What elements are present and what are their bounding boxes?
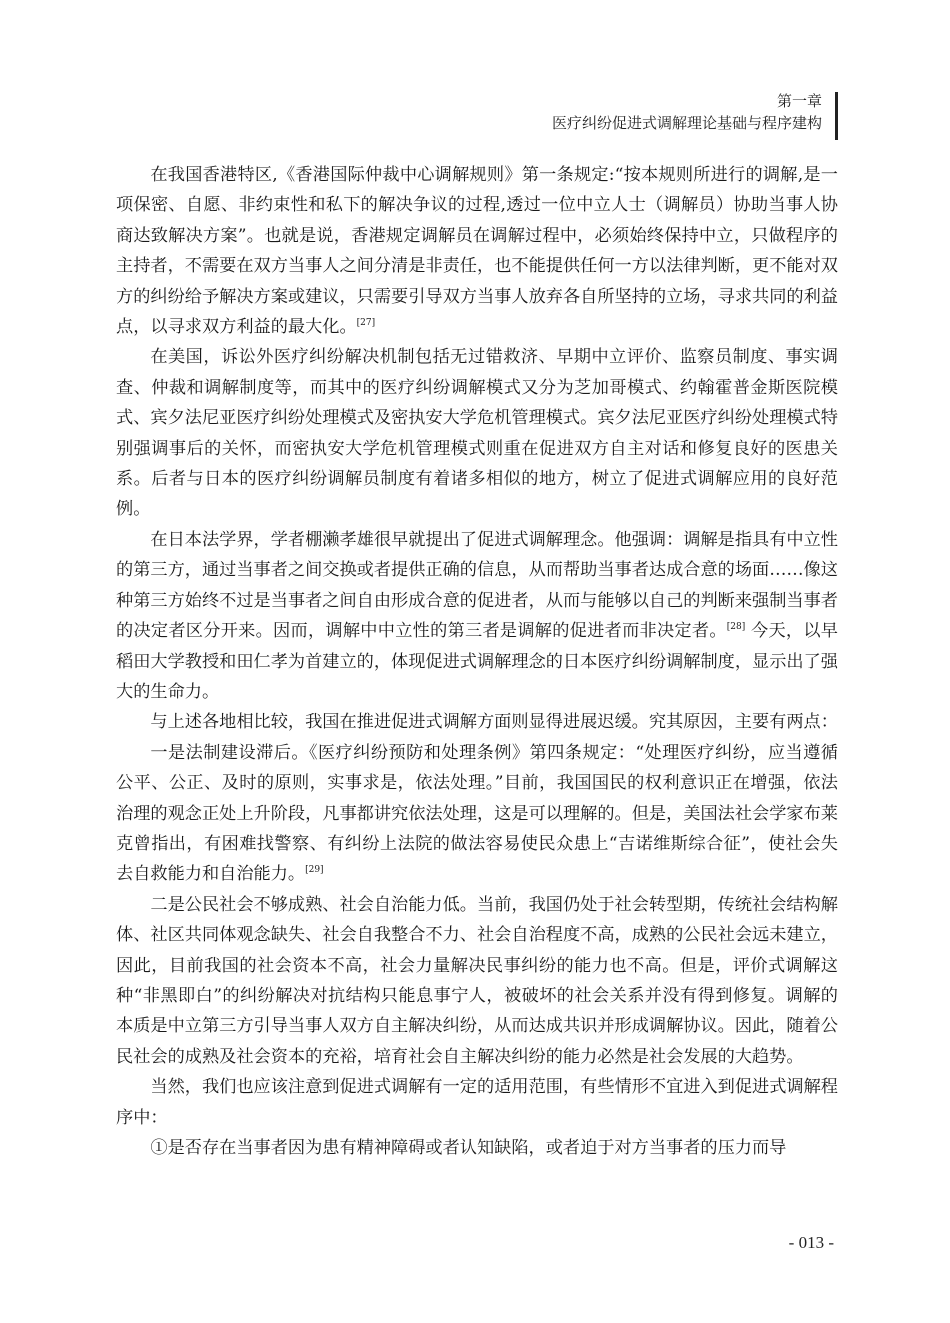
body-text	[116, 160, 838, 1163]
paragraph-text-tail: 今天，以早稻田大学教授和田仁孝为首建立的，体现促进式调解理念的日本医疗纠纷调解制度，显示出了强大的生命力。	[116, 621, 838, 702]
footnote-ref: [28]	[726, 622, 746, 633]
paragraph-text: 二是公民社会不够成熟、社会自治能力低。当前，我国仍处于社会转型期，传统社会结构解体、社区共同体观念缺失、社会自我整合不力、社会自治程度不高，成熟的公民社会远未建立，因此，目前我国的社会资本不高，社会力量解决民事纠纷的能力也不高。但是，评价式调解这种“非黑即白”的纠纷解决对抗结构只能息事宁人，被破坏的社会关系并没有得到修复。调解的本质是中立第三方引导当事人双方自主解决纠纷，从而达成共识并形成调解协议。因此，随着公民社会的成熟及社会资本的充裕，培育社会自主解决纠纷的能力必然是社会发展的大趋势。	[116, 894, 838, 1067]
paragraph-text: 在我国香港特区,《香港国际仲裁中心调解规则》第一条规定:“按本规则所进行的调解,是一项保密、自愿、非约束性和私下的解决争议的过程,透过一位中立人士（调解员）协助当事人协商达致解决方案”。也就是说，香港规定调解员在调解过程中，必须始终保持中立，只做程序的主持者，不需要在双方当事人之间分清是非责任，也不能提供任何一方以法律判断，更不能对双方的纠纷给予解决方案或建议，只需要引导双方当事人放弃各自所坚持的立场，寻求共同的利益点，以寻求双方利益的最大化。	[116, 165, 838, 338]
paragraph-scope	[116, 1072, 838, 1133]
paragraph-hongkong	[116, 160, 838, 342]
paragraph-text: 当然，我们也应该注意到促进式调解有一定的适用范围，有些情形不宜进入到促进式调解程序中：	[116, 1077, 838, 1128]
paragraph-text: 在美国，诉讼外医疗纠纷解决机制包括无过错救济、早期中立评价、监察员制度、事实调查、仲裁和调解制度等，而其中的医疗纠纷调解模式又分为芝加哥模式、约翰霍普金斯医院模式、宾夕法尼亚医疗纠纷处理模式及密执安大学危机管理模式。宾夕法尼亚医疗纠纷处理模式特别强调事后的关怀，而密执安大学危机管理模式则重在促进双方自主对话和修复良好的医患关系。后者与日本的医疗纠纷调解员制度有着诸多相似的地方，树立了促进式调解应用的良好范例。	[116, 347, 838, 520]
running-head-divider	[835, 92, 838, 140]
paragraph-reason-one	[116, 738, 838, 890]
paragraph-text: ①是否存在当事者因为患有精神障碍或者认知缺陷，或者迫于对方当事者的压力而导	[150, 1138, 787, 1158]
paragraph-comparison	[116, 707, 838, 737]
paragraph-item-one	[116, 1133, 838, 1163]
paragraph-text: 在日本法学界，学者棚濑孝雄很早就提出了促进式调解理念。他强调：调解是指具有中立性的第三方，通过当事者之间交换或者提供正确的信息，从而帮助当事者达成合意的场面……像这种第三方始终不过是当事者之间自由形成合意的促进者，从而与能够以自己的判断来强制当事者的决定者区分开来。因而，调解中中立性的第三者是调解的促进者而非决定者。	[116, 529, 838, 642]
footnote-ref: [29]	[305, 865, 324, 876]
chapter-title: 医疗纠纷促进式调解理论基础与程序建构	[551, 114, 822, 132]
paragraph-text: 与上述各地相比较，我国在推进促进式调解方面则显得进展迟缓。究其原因，主要有两点：	[150, 712, 838, 733]
page-number: - 013 -	[788, 1233, 834, 1252]
footnote-ref: [27]	[356, 318, 376, 329]
paragraph-text: 一是法制建设滞后。《医疗纠纷预防和处理条例》第四条规定：“处理医疗纠纷，应当遵循公平、公正、及时的原则，实事求是，依法处理。”目前，我国国民的权利意识正在增强，依法治理的观念正处上升阶段，凡事都讲究依法处理，这是可以理解的。但是，美国法社会学家布莱克曾指出，有困难找警察、有纠纷上法院的做法容易使民众患上“吉诺维斯综合征”，使社会失去自救能力和自治能力。	[116, 742, 838, 885]
chapter-label: 第一章	[776, 92, 822, 110]
running-head	[552, 90, 832, 134]
paragraph-japan	[116, 525, 838, 707]
paragraph-usa	[116, 342, 838, 524]
paragraph-reason-two	[116, 890, 838, 1072]
